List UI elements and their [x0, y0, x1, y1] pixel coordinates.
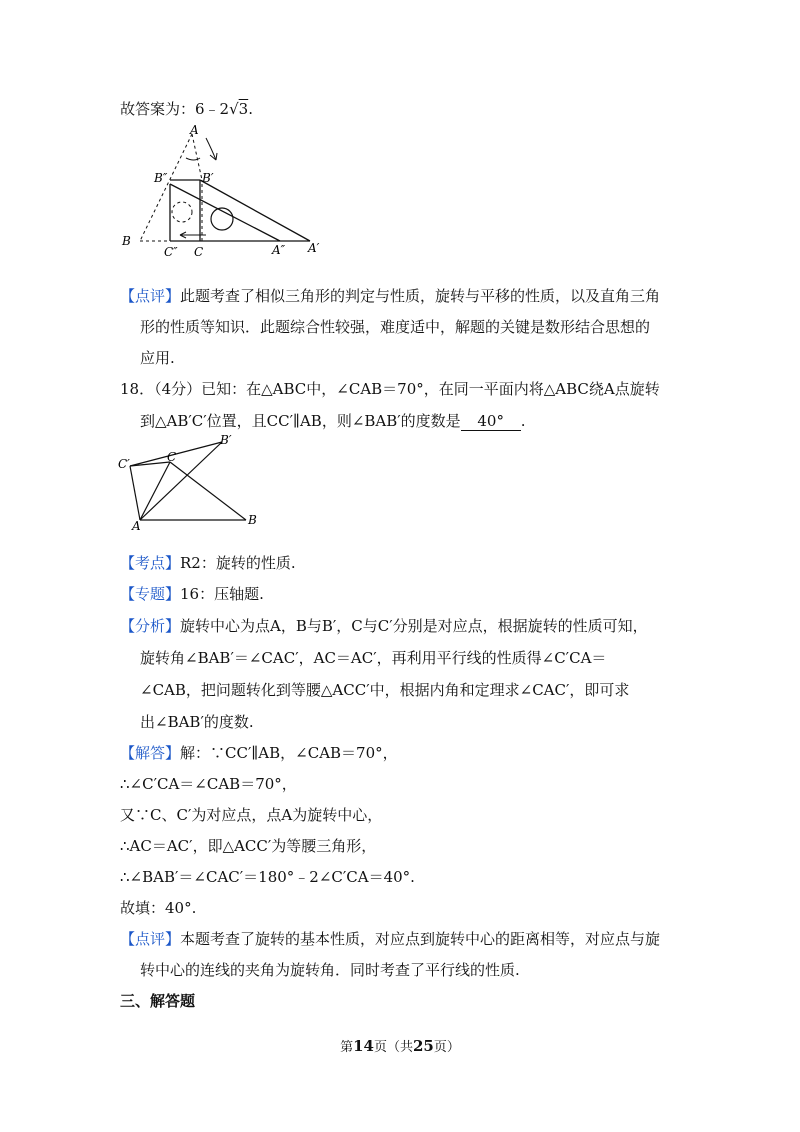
kaodian-tag: 【考点】: [120, 554, 181, 572]
jieda-line-1: [120, 742, 398, 764]
line-a-c1: [130, 466, 140, 520]
line-a-c: [140, 462, 170, 520]
zhuanti-text: 16：压轴题.: [180, 585, 264, 603]
jieda-line-2: ∴∠C′CA＝∠CAB＝70°，: [120, 775, 297, 793]
comment-tag: 【点评】: [120, 287, 181, 305]
page-footer: [0, 1036, 800, 1055]
question-18-suffix: .: [520, 412, 526, 430]
section-heading: 三、解答题: [120, 992, 196, 1010]
footer-page-number: 14: [353, 1037, 374, 1055]
zhuanti-tag: 【专题】: [120, 585, 181, 603]
prev-answer-prefix: 故答案为：6﹣2: [120, 100, 230, 118]
footer-post: 页）: [433, 1040, 460, 1055]
dashed-top: [192, 134, 202, 180]
figure-rotated-triangle: [112, 432, 272, 532]
dashed-circle: [172, 202, 192, 222]
question-18-line-2: [140, 410, 525, 432]
line-c-b: [170, 462, 246, 520]
label-c: C: [194, 245, 204, 259]
label-c: C: [167, 450, 177, 464]
radical-sign: √: [229, 100, 239, 118]
comment-2-line-2: 转中心的连线的夹角为旋转角．同时考查了平行线的性质.: [140, 961, 520, 979]
footer-mid: 页（共: [373, 1040, 413, 1055]
label-b-double-prime: B″: [154, 171, 168, 185]
comment-1-line-2: 形的性质等知识．此题综合性较强，难度适中，解题的关键是数形结合思想的: [140, 318, 651, 336]
footer-total-pages: 25: [413, 1037, 434, 1055]
label-b-prime: B′: [220, 433, 232, 447]
label-a: A: [190, 123, 199, 137]
zhuanti: [120, 583, 264, 605]
label-b-prime: B′: [202, 171, 214, 185]
rotation-arrow: [206, 138, 216, 160]
jieda-line-5: ∴∠BAB′＝∠CAC′＝180°﹣2∠C′CA＝40°.: [120, 868, 415, 886]
line-b1-a1: [200, 180, 310, 241]
fenxi-line-3: ∠CAB，把问题转化到等腰△ACC′中，根据内角和定理求∠CAC′，即可求: [140, 681, 630, 699]
prev-answer: [120, 98, 253, 120]
prev-answer-suffix: .: [248, 100, 253, 118]
fenxi-line-2: 旋转角∠BAB′＝∠CAC′，AC＝AC′，再利用平行线的性质得∠C′CA＝: [140, 649, 607, 667]
radicand: 3: [238, 100, 249, 118]
fenxi-line-4: 出∠BAB′的度数.: [140, 713, 254, 731]
answer-blank: 40°: [461, 412, 521, 431]
jieda-line-3: 又∵C、C′为对应点，点A为旋转中心，: [120, 806, 383, 824]
label-b: B: [122, 234, 131, 248]
question-18-text: 到△AB′C′位置，且CC′∥AB，则∠BAB′的度数是: [140, 412, 461, 430]
fenxi-text-1: 旋转中心为点A，B与B′，C与C′分别是对应点，根据旋转的性质可知，: [180, 617, 648, 635]
question-18-line-1: 18．（4分）已知：在△ABC中，∠CAB＝70°，在同一平面内将△ABC绕A点旋转: [120, 380, 660, 398]
jieda-line-6: 故填：40°.: [120, 899, 197, 917]
kaodian-text: R2：旋转的性质.: [180, 554, 296, 572]
line-b2-a2: [170, 184, 280, 241]
footer-pre: 第: [340, 1040, 354, 1055]
jieda-tag: 【解答】: [120, 744, 181, 762]
fenxi-tag: 【分析】: [120, 617, 181, 635]
comment-1-line-3: 应用.: [140, 349, 175, 367]
jieda-text-1: 解：∵CC′∥AB，∠CAB＝70°，: [180, 744, 398, 762]
dashed-side-ab: [140, 134, 192, 241]
line-a-b1: [140, 442, 222, 520]
fenxi-line-1: [120, 615, 648, 637]
label-a: A: [132, 519, 141, 532]
comment-2-text-1: 本题考查了旋转的基本性质，对应点到旋转中心的距离相等，对应点与旋: [180, 930, 661, 948]
label-b: B: [248, 513, 257, 527]
figure-rotation-translation: [110, 120, 340, 260]
kaodian: [120, 552, 296, 574]
comment-2-tag: 【点评】: [120, 930, 181, 948]
label-a-prime: A′: [308, 241, 320, 255]
label-c-prime: C′: [118, 457, 130, 471]
label-c-double-prime: C″: [164, 245, 178, 259]
jieda-line-4: ∴AC＝AC′，即△ACC′为等腰三角形，: [120, 837, 377, 855]
comment-1-line-1: [120, 285, 660, 307]
comment-1-text-1: 此题考查了相似三角形的判定与性质，旋转与平移的性质，以及直角三角: [180, 287, 661, 305]
comment-2-line-1: [120, 928, 660, 950]
label-a-double-prime: A″: [272, 243, 286, 257]
